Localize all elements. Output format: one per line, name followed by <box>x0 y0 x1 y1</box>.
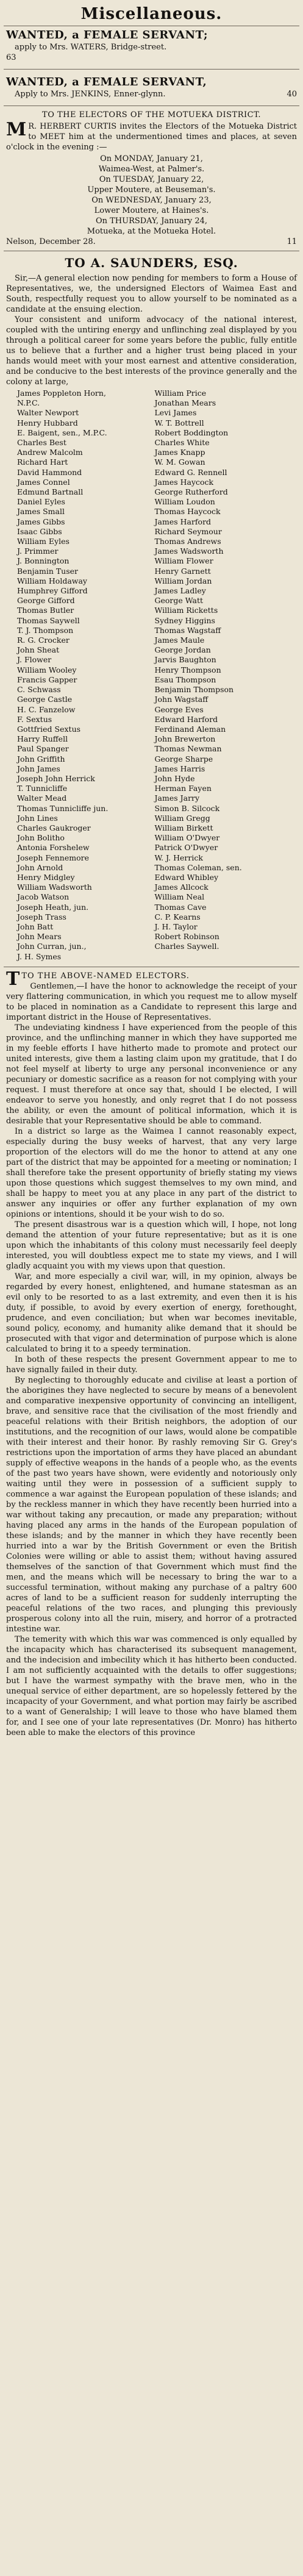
signatory-name: William Price <box>154 388 207 398</box>
signatory-name: John Lines <box>17 813 58 823</box>
signatory-name: Charles Best <box>17 438 66 448</box>
meeting-schedule <box>6 154 297 237</box>
ad-headline: WANTED, a FEMALE SERVANT; <box>6 29 208 41</box>
signatory-name: Walter Newport <box>17 408 79 418</box>
signatory-name: Henry Hubbard <box>17 418 78 428</box>
signatory-list <box>6 387 297 963</box>
reply-paragraph: War, and more especially a civil war, will, in my opinion, always be regarded by every honest, enlightened, and humane statesman as an evil only to be resorted to as a last extremity, and even then it is his duty, if possible, to avoid by every exertion of energy, forethought, prudence, and even conciliation; but when war becomes inevitable, sound policy, economy, and humanity alike demand that it should be prosecuted with that vigor and determination of purpose which is alone calculated to bring it to a speedy termination. <box>6 1272 297 1354</box>
signatory-name: J. H. Symes <box>17 951 62 961</box>
drop-cap-m: M <box>6 119 27 140</box>
section-masthead: Miscellaneous. <box>4 0 299 26</box>
schedule-line: On MONDAY, January 21, <box>100 154 203 163</box>
signatory-name: John Batt <box>17 921 54 931</box>
classified-ad-servant-2 <box>0 73 303 102</box>
signatory-name: F. Sextus <box>17 714 52 724</box>
signatory-name: J. Bonnington <box>17 556 70 566</box>
signatory-name: N.P.C. <box>17 398 40 408</box>
signatory-name: Edward Harford <box>154 714 218 724</box>
signatory-name: William Wadsworth <box>17 882 92 892</box>
classified-ad-servant-1 <box>0 26 303 65</box>
reply-title: TO THE ABOVE-NAMED ELECTORS. <box>21 971 190 981</box>
signatory-name: James Harris <box>154 764 205 773</box>
signatory-name: Joseph Trass <box>17 912 66 921</box>
signatory-name: John Brewerton <box>154 734 216 744</box>
signatory-name: James Haycock <box>154 477 214 487</box>
signatory-name: T. J. Thompson <box>17 625 74 635</box>
signatory-name: Jacob Watson <box>17 892 70 902</box>
notice-title: TO THE ELECTORS OF THE MOTUEKA DISTRICT. <box>42 110 261 120</box>
schedule-line: On TUESDAY, January 22, <box>99 175 204 184</box>
signatory-name: Thomas Coleman, sen. <box>154 862 242 872</box>
schedule-line: On WEDNESDAY, January 23, <box>91 196 212 205</box>
signatory-name: James Maule <box>154 635 205 645</box>
signatory-name: William Flower <box>154 556 213 566</box>
ad-detail: Apply to Mrs. JENKINS, Enner-glynn. <box>15 90 166 99</box>
ad-reference-number: 40 <box>287 90 297 99</box>
signatory-name: James Jarry <box>154 793 200 803</box>
signatory-name: Paul Spanger <box>17 744 69 754</box>
signatory-name: John Sheat <box>17 645 60 655</box>
signatory-name: Daniel Eyles <box>17 497 65 507</box>
signatory-name: Jonathan Mears <box>154 398 216 408</box>
notice-dateline: Nelson, December 28. <box>6 237 96 246</box>
reply-paragraph: The undeviating kindness I have experienced from the people of this province, and the unflinching manner in which they have supported me in my feeble efforts I have hitherto made to promote and protect our united interests, give them a lasting claim upon my gratitude, that I do not feel myself at liberty to urge any personal inconvenience or any pecuniary or domestic sacrifice as a reason for not complying with your request. I must therefore at once say that, should I be elected, I will endeavor to serve you honestly, and only regret that I do not possess the ability, or even the amount of political information, which it is desirable that your Representative should be able to command. <box>6 1023 297 1126</box>
signatory-name: James Ladley <box>154 586 206 596</box>
signatory-name: Henry Midgley <box>17 872 75 882</box>
signatory-name: John Bolitho <box>17 833 65 843</box>
signatory-name: Thomas Andrews <box>154 537 221 546</box>
requisition-body-2: Your consistent and uniform advocacy of the national interest, coupled with the untiring energy and unflinching zeal displayed by you through a political career for some years before the public, fully entitle us to believe that a further and a higher trust being placed in your hands would meet with your most earnest and attentive consideration, and be conducive to the best interests of the province generally and the colony at large, <box>6 315 297 387</box>
signatory-name: Isaac Gibbs <box>17 526 62 536</box>
reply-to-electors <box>0 968 303 1738</box>
notice-reference-number: 11 <box>287 237 297 246</box>
signatory-name: Henry Thompson <box>154 665 221 674</box>
signatory-name: John James <box>17 764 60 773</box>
signatory-name: George Castle <box>17 695 73 704</box>
signatory-name: Benjamin Tuser <box>17 566 79 576</box>
signatory-name: J. Primmer <box>17 546 59 556</box>
signatory-name: George Eves <box>154 704 204 714</box>
signatory-name: W. J. Herrick <box>154 853 203 862</box>
signatory-name: William Jordan <box>154 576 212 585</box>
signatory-name: Thomas Saywell <box>17 615 80 625</box>
signatory-name: Thomas Wagstaff <box>154 625 221 635</box>
reply-paragraph: By neglecting to thoroughly educate and civilise at least a portion of the aborigines they have neglected to secure by means of a benevolent and comparative inexpensive opportunity of convincing an intelligent, brave, and sensitive race that the civilisation of the most friendly and peaceful relations with their British neighbors, the adoption of our institutions, and the recognition of our laws, would alone be compatible with their interest and their honor. By rashly removing Sir G. Grey's restrictions upon the importation of arms they have placed an abundant supply of effective weapons in the hands of a people who, as the events of the past two years have shown, were evidently and notoriously only waiting until they were in possession of a sufficient supply to commence a war against the European population of these islands; and by the reckless manner in which they have recently been hurried into a war without taking any precaution, or made any preparation; without having placed any arms in the hands of the European population of these islands; and by the manner in which they have recently been hurried into a war by the British Government or even the British Colonies were willing or able to assist them; without having assured themselves of the sanction of that Government which must find the men, and the means which will be necessary to bring the war to a successful termination, without making any purchase of a paltry 600 acres of land to be a sufficient reason for suddenly interrupting the peaceful relations of the two races, and plunging this previously prosperous colony into all the ruin, misery, and horror of a protracted intestine war. <box>6 1375 297 1634</box>
reply-body <box>6 981 297 1738</box>
signatory-name: Thomas Cave <box>154 902 207 912</box>
signatory-name: George Gifford <box>17 596 75 606</box>
signatory-name: John Hyde <box>154 773 195 783</box>
signatory-name: Antonia Forshelew <box>17 843 90 853</box>
reply-paragraph: The temerity with which this war was commenced is only equalled by the incapacity which has characterised its subsequent management, and the indecision and imbecility which it has hitherto been conducted. I am not sufficiently acquainted with the details to offer suggestions; but I have the warmest sympathy with the brave men, who in the unequal service of either department, are so hopelessly fettered by the incapacity of your Government, and what portion may fairly be ascribed to a want of Generalship; I will leave to those who have blamed them for, and I see one of your late representatives (Dr. Monro) has hitherto been able to make the electors of this province <box>6 1634 297 1737</box>
reply-paragraph: Gentlemen,—I have the honor to acknowledge the receipt of your very flattering communication, in which you request me to allow myself to be placed in nomination as a Candidate to represent this large and important district in the House of Representatives. <box>6 981 297 1022</box>
signatory-name: E. Baigent, sen., M.P.C. <box>17 428 107 437</box>
notice-lead: R. HERBERT CURTIS invites the Electors of the Motueka District to MEET him at the undermentioned times and places, at seven o'clock in the evening :— <box>6 122 297 152</box>
signatory-name: Charles Gaukroger <box>17 823 91 832</box>
signatory-name: Thomas Haycock <box>154 507 221 517</box>
signatory-name: James Poppleton Horn, <box>17 388 106 398</box>
signatory-name: George Watt <box>154 596 204 606</box>
signatory-name: John Curran, jun., <box>17 942 87 951</box>
signatory-name: Edward Whibley <box>154 872 219 882</box>
signatory-name: C. P. Kearns <box>154 912 201 921</box>
signatory-name: Patrick O'Dwyer <box>154 843 218 853</box>
signatory-name: C. Schwass <box>17 685 61 695</box>
requisition-title: TO A. SAUNDERS, ESQ. <box>65 256 238 270</box>
ad-headline: WANTED, a FEMALE SERVANT, <box>6 76 207 88</box>
divider <box>4 69 299 70</box>
signatory-name: Richard Hart <box>17 457 68 467</box>
signatory-name: Joseph John Herrick <box>17 773 95 783</box>
signatory-name: Herman Fayen <box>154 784 212 793</box>
signatory-name: Edward G. Rennell <box>154 467 227 477</box>
ad-reference-number: 63 <box>6 53 16 62</box>
ad-detail: apply to Mrs. WATERS, Bridge-street. <box>15 43 167 52</box>
signatory-name: Henry Garnett <box>154 566 211 576</box>
drop-cap-t: T <box>6 968 20 990</box>
signatory-name: James Gibbs <box>17 517 65 526</box>
signatory-name: Andrew Malcolm <box>17 448 83 457</box>
signatory-name: John Griffith <box>17 754 65 764</box>
signatory-name: David Hammond <box>17 467 82 477</box>
signatory-column-left <box>17 388 149 962</box>
signatory-name: Levi James <box>154 408 197 418</box>
signatory-name: John Mears <box>17 932 62 942</box>
signatory-name: Robert Robinson <box>154 932 219 942</box>
signatory-name: William Wooley <box>17 665 77 674</box>
signatory-name: James Connel <box>17 477 70 487</box>
saunders-requisition <box>0 255 303 963</box>
signatory-name: Thomas Newman <box>154 744 222 754</box>
signatory-name: Walter Mead <box>17 793 67 803</box>
signatory-name: W. T. Bottrell <box>154 418 204 428</box>
schedule-line: On THURSDAY, January 24, <box>95 216 208 226</box>
signatory-name: Charles White <box>154 438 210 448</box>
signatory-name: Robert Boddington <box>154 428 229 437</box>
signatory-name: George Sharpe <box>154 754 213 764</box>
signatory-name: James Allcock <box>154 882 209 892</box>
signatory-name: Ferdinand Aleman <box>154 724 226 734</box>
signatory-name: Benjamin Thompson <box>154 685 234 695</box>
signatory-name: William Gregg <box>154 813 210 823</box>
signatory-name: Francis Gapper <box>17 674 77 684</box>
signatory-name: William Birkett <box>154 823 213 832</box>
reply-paragraph: The present disastrous war is a question which will, I hope, not long demand the attention of your future representative; but as it is one upon which the inhabitants of this colony must necessarily feel deeply interested, you will doubtless expect me to state my views, and I will gladly acquaint you with my views upon that question. <box>6 1220 297 1271</box>
signatory-name: William Eyles <box>17 537 70 546</box>
signatory-name: William Holdaway <box>17 576 87 585</box>
signatory-name: Richard Seymour <box>154 526 222 536</box>
schedule-line: Upper Moutere, at Beuseman's. <box>87 185 216 195</box>
curtis-notice <box>0 110 303 247</box>
signatory-name: John Wagstaff <box>154 695 209 704</box>
signatory-name: George Rutherford <box>154 487 228 497</box>
signatory-name: Edmund Bartnall <box>17 487 84 497</box>
signatory-name: W. M. Gowan <box>154 457 205 467</box>
signatory-name: Harry Ruffell <box>17 734 68 744</box>
signatory-column-right <box>155 388 287 962</box>
signatory-name: James Knapp <box>154 448 205 457</box>
signatory-name: J. H. Taylor <box>154 921 198 931</box>
schedule-line: Waimea-West, at Palmer's. <box>98 165 205 174</box>
signatory-name: William O'Dwyer <box>154 833 220 843</box>
signatory-name: Simon B. Silcock <box>154 803 220 813</box>
reply-paragraph: In both of these respects the present Government appear to me to have signally failed in their duty. <box>6 1354 297 1375</box>
signatory-name: William Ricketts <box>154 606 218 615</box>
signatory-name: T. Tunnicliffe <box>17 784 68 793</box>
signatory-name: William Loudon <box>154 497 215 507</box>
signatory-name: Gottfried Sextus <box>17 724 81 734</box>
signatory-name: George Jordan <box>154 645 211 655</box>
signatory-name: Joseph Fennemore <box>17 853 90 862</box>
signatory-name: James Harford <box>154 517 212 526</box>
signatory-name: J. Flower <box>17 655 52 665</box>
reply-paragraph: In a district so large as the Waimea I cannot reasonably expect, especially during the busy weeks of harvest, that any very large proportion of the electors will do me the honor to attend at any one part of the district that may be appointed for a meeting or nomination; I shall therefore take the present opportunity of briefly stating my views upon those questions which suggest themselves to my own mind, and shall be happy to meet you at any place in any part of the district to answer any inquiries or offer any further explanation of my own opinions or intentions, should it be your wish to do so. <box>6 1126 297 1219</box>
signatory-name: Thomas Tunnicliffe jun. <box>17 803 109 813</box>
signatory-name: Humphrey Gifford <box>17 586 88 596</box>
signatory-name: James Wadsworth <box>154 546 224 556</box>
signatory-name: Thomas Butler <box>17 606 74 615</box>
signatory-name: James Small <box>17 507 65 517</box>
signatory-name: William Neal <box>154 892 205 902</box>
signatory-name: H. C. Fanzelow <box>17 704 76 714</box>
schedule-line: Lower Moutere, at Haines's. <box>94 206 209 215</box>
signatory-name: Sydney Higgins <box>154 615 215 625</box>
signatory-name: R. G. Crocker <box>17 635 70 645</box>
signatory-name: John Arnold <box>17 862 63 872</box>
signatory-name: Esau Thompson <box>154 674 216 684</box>
requisition-body: Sir,—A general election now pending for members to form a House of Representatives, we, the undersigned Electors of Waimea East and South, respectfully request you to allow yourself to be nominated as a candidate at the ensuing election. <box>6 274 297 314</box>
signatory-name: Jarvis Baughton <box>154 655 216 665</box>
signatory-name: Charles Saywell. <box>154 942 219 951</box>
signatory-name: Joseph Heath, jun. <box>17 902 89 912</box>
schedule-line: Motueka, at the Motueka Hotel. <box>87 227 216 236</box>
